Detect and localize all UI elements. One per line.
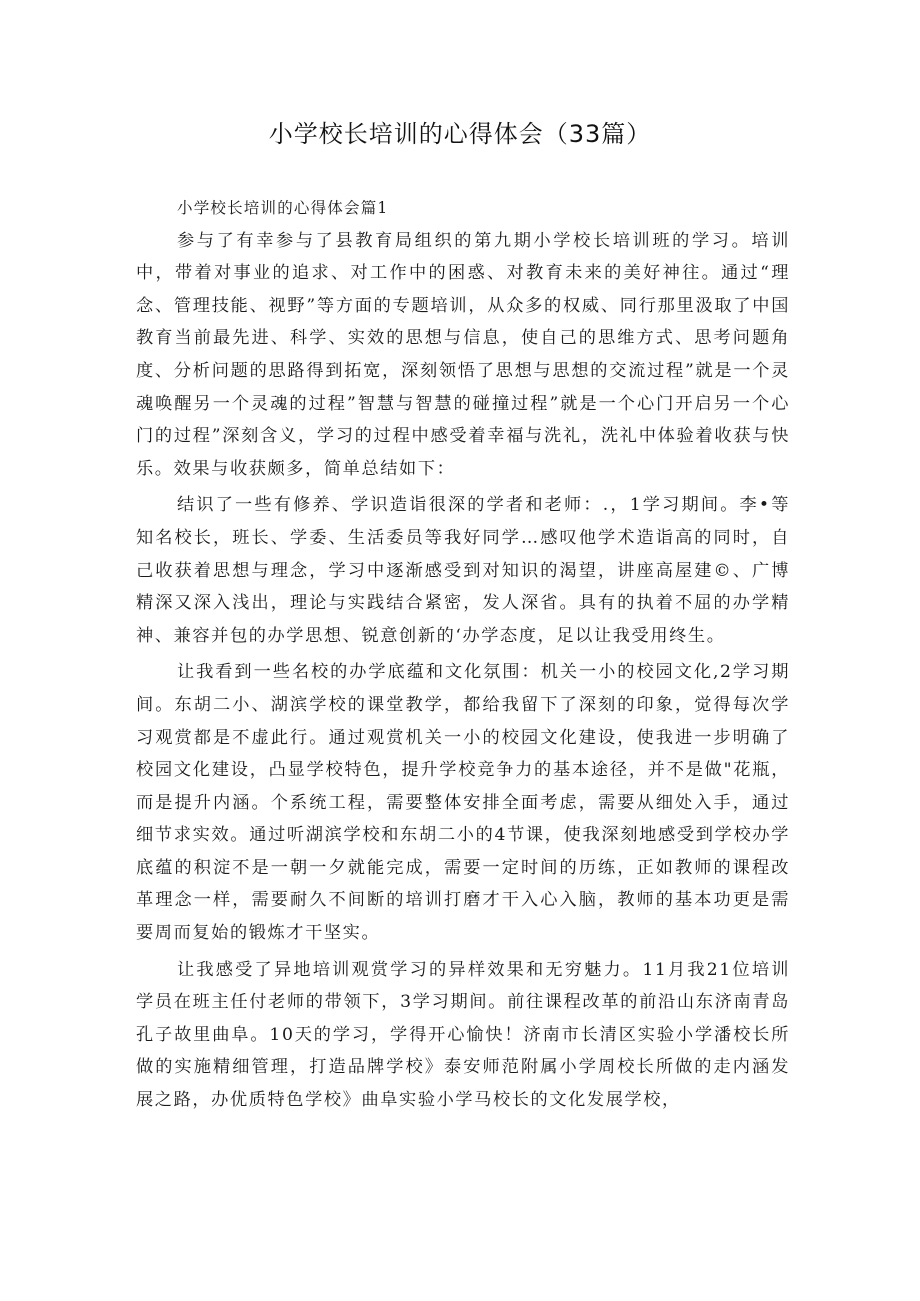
paragraph-3: 让我看到一些名校的办学底蕴和文化氛围：机关一小的校园文化,2学习期间。东胡二小、湖滨学校的课堂教学，都给我留下了深刻的印象，觉得每次学习观赏都是不虚此行。通过观赏机关一小的校园文化建设，使我进一步明确了校园文化建设，凸显学校特色，提升学校竞争力的基本途径，并不是做"花瓶，而是提升内涵。个系统工程，需要整体安排全面考虑，需要从细处入手，通过细节求实效。通过听湖滨学校和东胡二小的4节课，使我深刻地感受到学校办学底蕴的积淀不是一朝一夕就能完成，需要一定时间的历练，正如教师的课程改革理念一样，需要耐久不间断的培训打磨才干入心入脑，教师的基本功更是需要周而复始的锻炼才干坚实。 <box>136 662 790 944</box>
document-body <box>136 192 790 1121</box>
paragraph-1: 参与了有幸参与了县教育局组织的第九期小学校长培训班的学习。培训中，带着对事业的追求、对工作中的困惑、对教育未来的美好神往。通过“理念、管理技能、视野”等方面的专题培训，从众多的权威、同行那里汲取了中国教育当前最先进、科学、实效的思想与信息，使自己的思维方式、思考问题角度、分析问题的思路得到拓宽，深刻领悟了思想与思想的交流过程”就是一个灵魂唤醒另一个灵魂的过程”智慧与智慧的碰撞过程”就是一个心门开启另一个心门的过程”深刻含义，学习的过程中感受着幸福与洗礼，洗礼中体验着收获与快乐。效果与收获颇多，简单总结如下： <box>136 230 790 479</box>
paragraph-4: 让我感受了异地培训观赏学习的异样效果和无穷魅力。11月我21位培训学员在班主任付老师的带领下，3学习期间。前往课程改革的前沿山东济南青岛孔子故里曲阜。10天的学习，学得开心愉快！济南市长清区实验小学潘校长所做的实施精细管理，打造品牌学校》泰安师范附属小学周校长所做的走内涵发展之路，办优质特色学校》曲阜实验小学马校长的文化发展学校， <box>136 959 790 1111</box>
section-heading: 小学校长培训的心得体会篇1 <box>177 199 389 217</box>
paragraph-2: 结识了一些有修养、学识造诣很深的学者和老师：.，1学习期间。李•等知名校长，班长、学委、生活委员等我好同学…感叹他学术造诣高的同时，自己收获着思想与理念，学习中逐渐感受到对知识的渴望，讲座高屋建©、广博精深又深入浅出，理论与实践结合紧密，发人深省。具有的执着不屈的办学精神、兼容并包的办学思想、锐意创新的‘办学态度，足以让我受用终生。 <box>136 495 790 646</box>
document-title: 小学校长培训的心得体会（33篇） <box>268 120 652 148</box>
